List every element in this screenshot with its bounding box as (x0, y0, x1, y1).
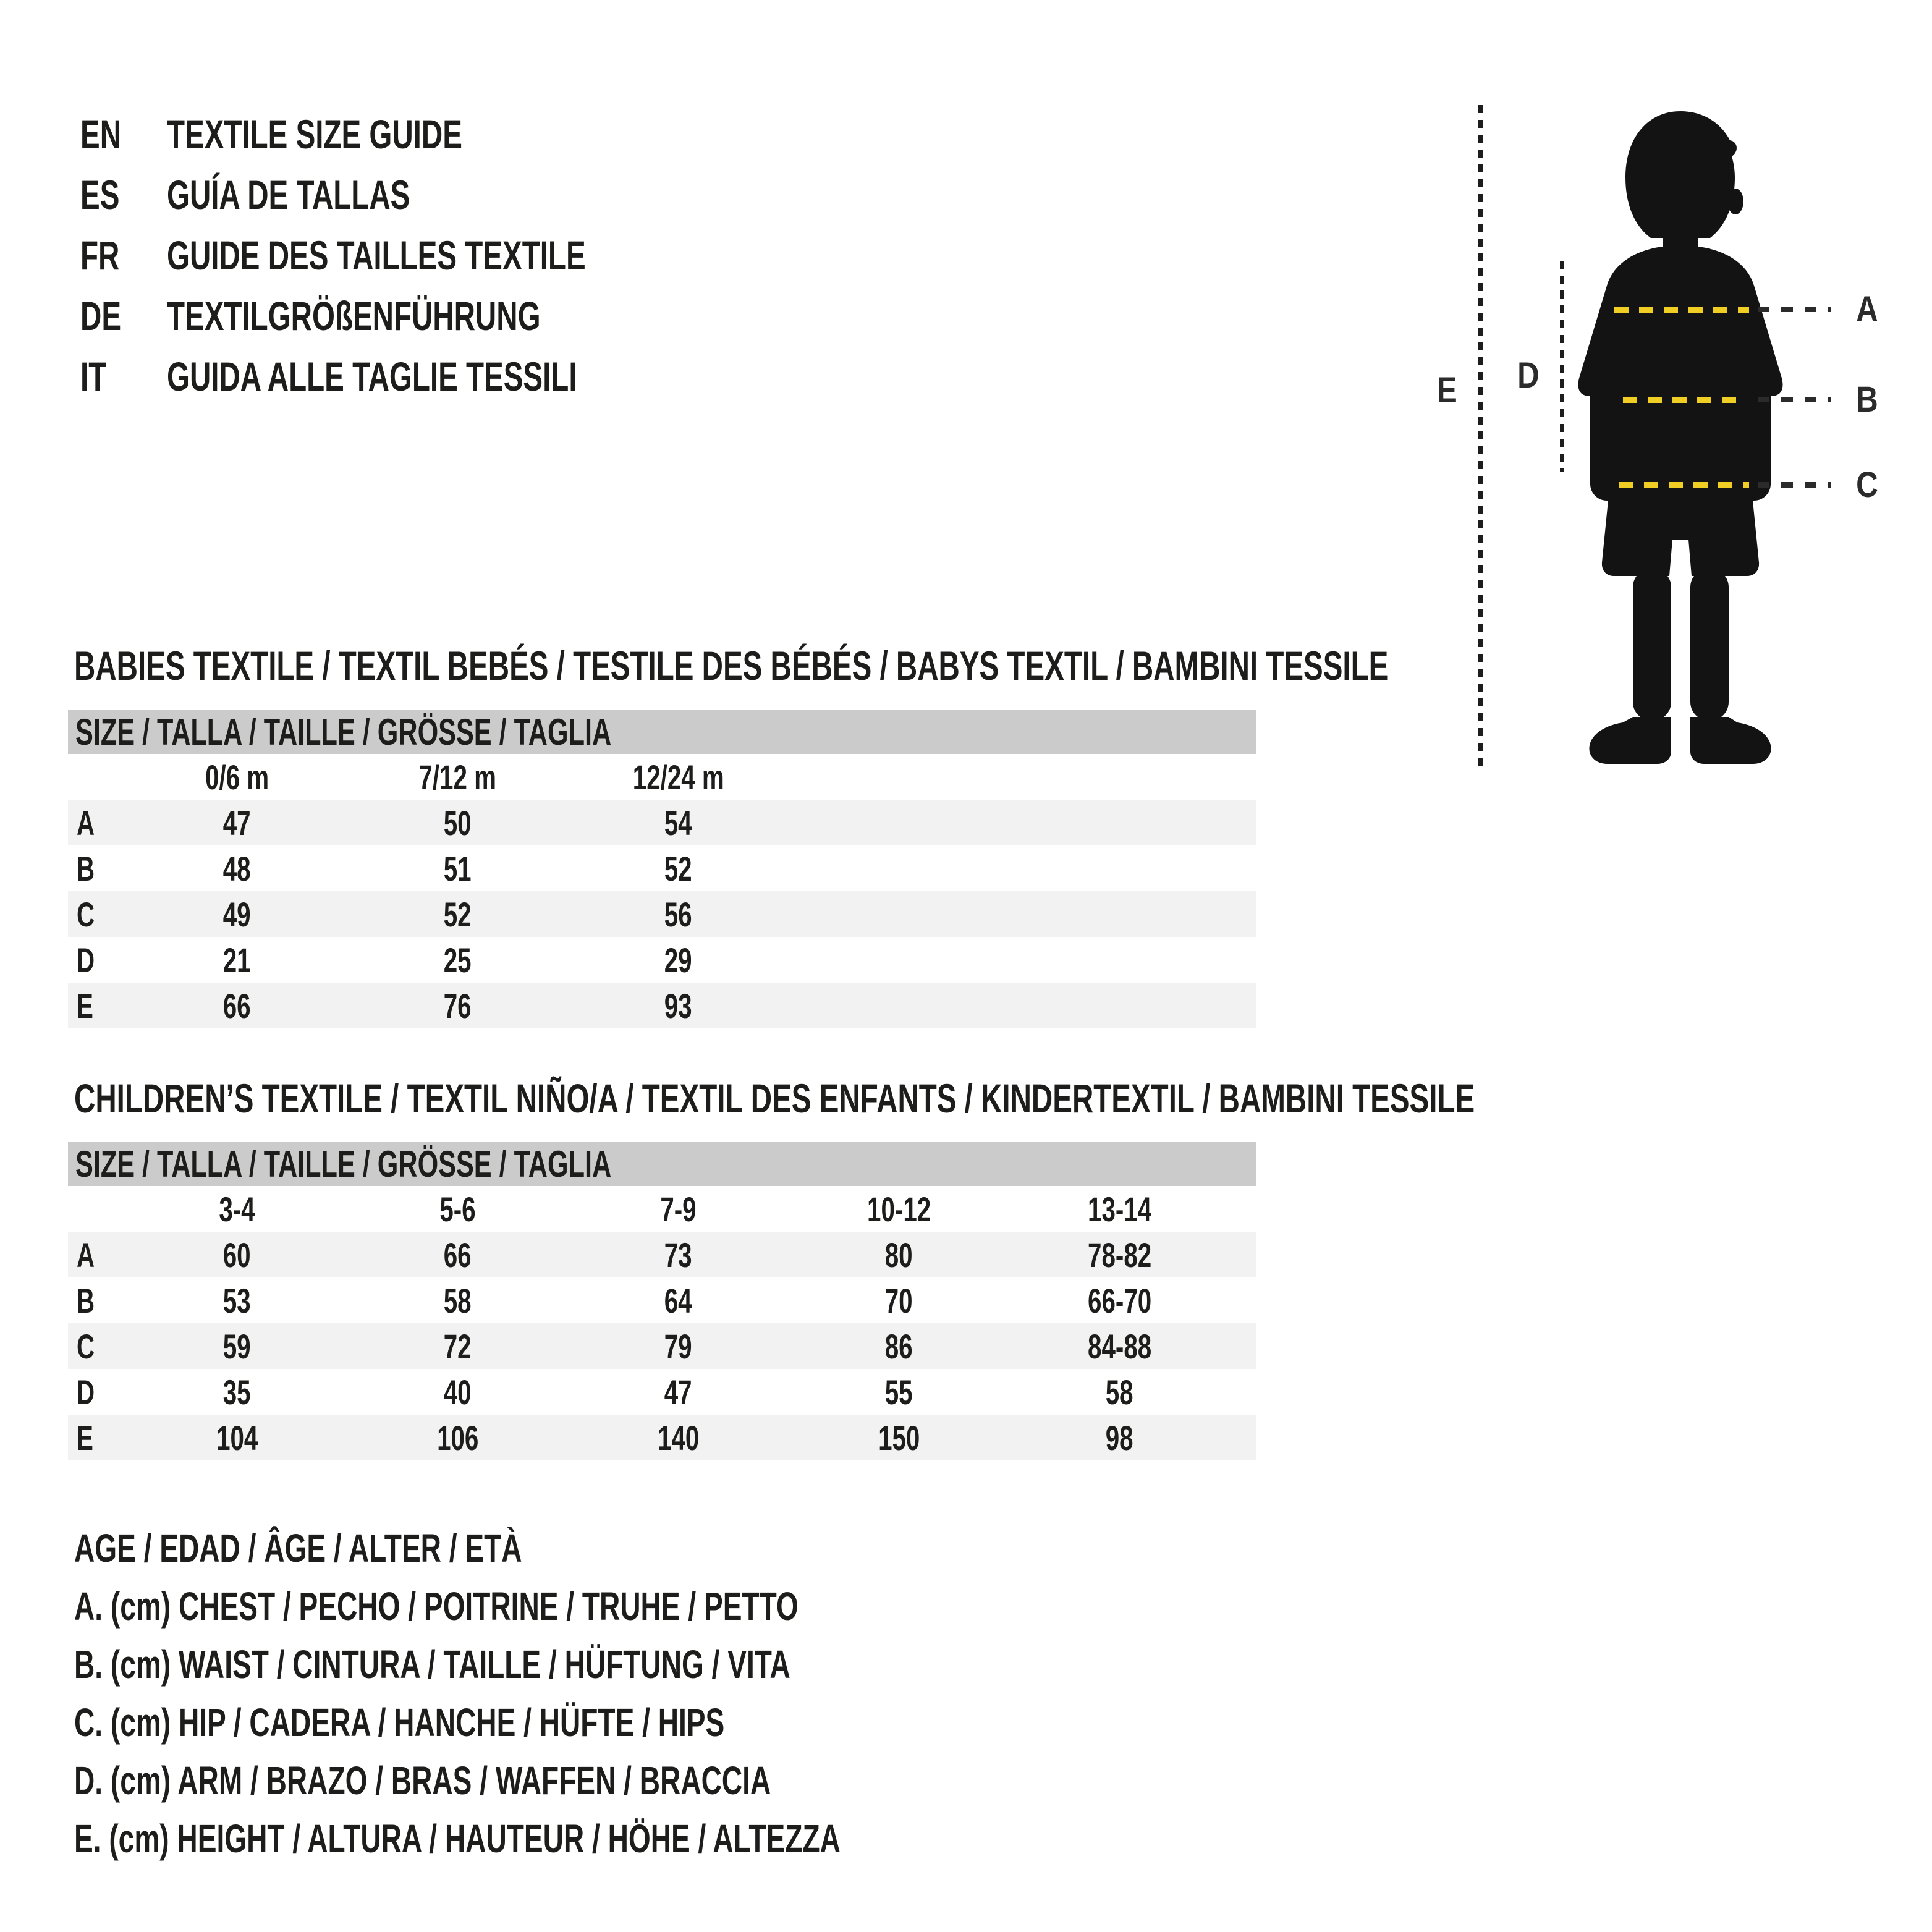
row-label (68, 1369, 127, 1415)
table-cell-value: 64 (664, 1281, 692, 1320)
language-row-en (80, 104, 748, 164)
table-cell (127, 1232, 347, 1277)
table-cell-value: 84-88 (1087, 1326, 1152, 1366)
table-cell-value: 25 (444, 940, 472, 980)
table-cell (127, 1323, 347, 1369)
babies-column-header-text: 7/12 m (418, 757, 497, 797)
table-cell (347, 1323, 568, 1369)
table-cell (347, 1277, 568, 1323)
children-table-row-b (68, 1277, 1256, 1323)
table-cell-value: 47 (223, 803, 251, 842)
guide-title: GUÍA DE TALLAS (167, 172, 410, 218)
table-cell-value: 58 (1106, 1372, 1133, 1412)
table-cell-value: 106 (436, 1418, 479, 1457)
children-column-header-text: 3-4 (219, 1189, 255, 1229)
table-cell-value: 47 (664, 1372, 692, 1412)
table-cell-value: 49 (223, 894, 251, 934)
arm-measure-line-d (1560, 261, 1564, 472)
language-code (80, 232, 167, 279)
legend-row-arm (74, 1752, 1138, 1810)
row-label (68, 983, 127, 1028)
children-table-row-c (68, 1323, 1256, 1369)
table-cell (1009, 1277, 1230, 1323)
table-cell (127, 845, 347, 891)
guide-title: GUIDA ALLE TAGLIE TESSILI (167, 354, 577, 399)
babies-table-row-c (68, 891, 1256, 937)
language-code-text: IT (80, 354, 107, 399)
table-cell-value: 54 (664, 803, 692, 842)
chest-measure-line-a-yellow (1614, 307, 1749, 313)
children-section-title-text: CHILDREN’S TEXTILE / TEXTIL NIÑO/A / TEXTIL DES ENFANTS / KINDERTEXTIL / BAMBINI TESSILE (74, 1075, 1475, 1121)
table-cell-value: 29 (664, 940, 692, 980)
table-cell-value: 80 (885, 1235, 913, 1274)
table-cell-value: 79 (664, 1326, 692, 1366)
legend-row-hip (74, 1693, 1138, 1752)
table-cell (789, 1232, 1009, 1277)
row-label (68, 1232, 127, 1277)
table-cell-value: 70 (885, 1281, 913, 1320)
table-cell (789, 1369, 1009, 1415)
legend-row-age (74, 1519, 1138, 1577)
table-cell-value: 73 (664, 1235, 692, 1274)
measure-label-c: C (1856, 465, 1878, 505)
table-cell-value: 72 (444, 1326, 472, 1366)
table-cell-value: 59 (223, 1326, 251, 1366)
table-cell (568, 1277, 789, 1323)
table-cell (1009, 1415, 1230, 1460)
row-label-text: B (77, 849, 95, 888)
row-label-text: B (77, 1281, 95, 1320)
children-column-header (568, 1186, 789, 1232)
legend-text: D. (cm) ARM / BRAZO / BRAS / WAFFEN / BRACCIA (74, 1758, 771, 1803)
children-column-header-text: 13-14 (1087, 1189, 1152, 1229)
waist-measure-line-b-yellow (1623, 397, 1742, 403)
table-cell (127, 1415, 347, 1460)
babies-table-row-e (68, 983, 1256, 1028)
language-row-es (80, 164, 748, 225)
babies-size-header-text: SIZE / TALLA / TAILLE / GRÖSSE / TAGLIA (75, 711, 612, 753)
babies-section-title-text: BABIES TEXTILE / TEXTIL BEBÉS / TESTILE DES BÉBÉS / BABYS TEXTIL / BAMBINI TESSILE (74, 643, 1389, 688)
table-cell-value: 98 (1106, 1418, 1133, 1457)
table-cell (568, 983, 789, 1028)
table-cell (568, 800, 789, 845)
babies-table-row-d (68, 937, 1256, 983)
row-label-text: D (77, 940, 95, 980)
children-corner-cell (68, 1186, 127, 1232)
table-cell (789, 1415, 1009, 1460)
table-cell-value: 150 (878, 1418, 920, 1457)
table-cell (568, 1369, 789, 1415)
row-label (68, 800, 127, 845)
table-cell-value: 35 (223, 1372, 251, 1412)
children-size-header-bar (68, 1142, 1256, 1186)
babies-table-row-b (68, 845, 1256, 891)
children-table-row-a (68, 1232, 1256, 1277)
row-label-text: D (77, 1372, 95, 1412)
children-table-row-d (68, 1369, 1256, 1415)
table-cell (568, 845, 789, 891)
table-cell-value: 93 (664, 986, 692, 1025)
table-cell (1009, 1232, 1230, 1277)
table-cell-value: 56 (664, 894, 692, 934)
table-cell-value: 58 (444, 1281, 472, 1320)
chest-measure-line-a-dark (1758, 307, 1831, 312)
children-column-header-text: 5-6 (439, 1189, 476, 1229)
table-cell (347, 1232, 568, 1277)
table-cell-value: 66 (223, 986, 251, 1025)
table-cell (568, 891, 789, 937)
table-cell (347, 1369, 568, 1415)
children-column-header (127, 1186, 347, 1232)
language-row-fr (80, 225, 748, 286)
language-code (80, 171, 167, 218)
table-cell-value: 52 (664, 849, 692, 888)
language-code (80, 111, 167, 158)
table-cell (347, 983, 568, 1028)
legend-row-waist (74, 1635, 1138, 1693)
table-cell-value: 50 (444, 803, 472, 842)
children-table-row-e (68, 1415, 1256, 1460)
children-column-header-text: 10-12 (866, 1189, 931, 1229)
table-cell (347, 845, 568, 891)
language-row-it (80, 346, 748, 407)
babies-column-header (347, 754, 568, 800)
table-cell (789, 1277, 1009, 1323)
language-code-text: DE (80, 293, 122, 339)
guide-title: TEXTILE SIZE GUIDE (167, 111, 462, 157)
table-cell (127, 983, 347, 1028)
table-cell (568, 1415, 789, 1460)
legend-text: AGE / EDAD / ÂGE / ALTER / ETÀ (74, 1526, 522, 1570)
babies-section-title (74, 644, 1899, 687)
table-cell-value: 104 (216, 1418, 258, 1457)
table-cell (347, 937, 568, 983)
row-label-text: E (77, 986, 93, 1025)
children-size-table (68, 1142, 1256, 1460)
table-cell-value: 55 (885, 1372, 913, 1412)
measure-label-e: E (1436, 370, 1457, 410)
legend-text: B. (cm) WAIST / CINTURA / TAILLE / HÜFTUNG / VITA (74, 1642, 790, 1687)
language-code-text: EN (80, 111, 122, 157)
legend-row-chest (74, 1577, 1138, 1635)
legend-text: A. (cm) CHEST / PECHO / POITRINE / TRUHE / PETTO (74, 1584, 799, 1629)
table-cell (789, 1323, 1009, 1369)
babies-size-header-bar (68, 710, 1256, 754)
table-cell-value: 40 (444, 1372, 472, 1412)
table-cell (1009, 1323, 1230, 1369)
measurement-legend (74, 1519, 1138, 1868)
babies-size-table (68, 710, 1256, 1028)
table-cell (347, 891, 568, 937)
table-cell-value: 140 (657, 1418, 700, 1457)
table-cell (347, 800, 568, 845)
table-cell (568, 937, 789, 983)
waist-measure-line-b-dark (1758, 397, 1831, 402)
guide-title: TEXTILGRÖßENFÜHRUNG (167, 293, 541, 339)
table-cell (127, 891, 347, 937)
table-cell (127, 1369, 347, 1415)
babies-column-header-row (68, 754, 1256, 800)
row-label-text: A (77, 803, 95, 842)
children-section-title (74, 1077, 1932, 1120)
language-row-de (80, 286, 748, 346)
babies-column-header (127, 754, 347, 800)
row-label-text: A (77, 1235, 95, 1274)
children-column-header-row (68, 1186, 1256, 1232)
table-cell (127, 800, 347, 845)
hip-measure-line-c-yellow (1619, 482, 1749, 488)
table-cell-value: 21 (223, 940, 251, 980)
table-cell-value: 60 (223, 1235, 251, 1274)
language-code (80, 292, 167, 339)
babies-column-header (568, 754, 789, 800)
children-column-header (1009, 1186, 1230, 1232)
table-cell-value: 66-70 (1087, 1281, 1152, 1320)
table-cell (347, 1415, 568, 1460)
table-cell-value: 53 (223, 1281, 251, 1320)
table-cell (127, 1277, 347, 1323)
row-label-text: C (77, 894, 95, 934)
row-label (68, 1415, 127, 1460)
row-label (68, 937, 127, 983)
babies-table-row-a (68, 800, 1256, 845)
measure-label-a: A (1856, 289, 1878, 329)
row-label (68, 1323, 127, 1369)
legend-row-height (74, 1810, 1138, 1868)
row-label (68, 845, 127, 891)
children-column-header (347, 1186, 568, 1232)
row-label (68, 1277, 127, 1323)
table-cell (127, 937, 347, 983)
table-cell-value: 52 (444, 894, 472, 934)
hip-measure-line-c-dark (1758, 482, 1831, 488)
legend-text: E. (cm) HEIGHT / ALTURA / HAUTEUR / HÖHE / ALTEZZA (74, 1816, 841, 1861)
table-cell-value: 78-82 (1087, 1235, 1152, 1274)
table-cell (568, 1323, 789, 1369)
babies-column-header-text: 12/24 m (632, 757, 724, 797)
language-title-block (80, 104, 748, 407)
table-cell (568, 1232, 789, 1277)
table-cell-value: 86 (885, 1326, 913, 1366)
table-cell (1009, 1369, 1230, 1415)
legend-text: C. (cm) HIP / CADERA / HANCHE / HÜFTE / HIPS (74, 1700, 725, 1745)
table-cell-value: 51 (444, 849, 472, 888)
table-cell-value: 76 (444, 986, 472, 1025)
language-code-text: ES (80, 172, 120, 218)
row-label-text: C (77, 1326, 95, 1366)
children-column-header-text: 7-9 (660, 1189, 697, 1229)
row-label (68, 891, 127, 937)
children-column-header (789, 1186, 1009, 1232)
guide-title: GUIDE DES TAILLES TEXTILE (167, 232, 586, 278)
babies-corner-cell (68, 754, 127, 800)
table-cell-value: 66 (444, 1235, 472, 1274)
measure-label-d: D (1517, 355, 1540, 396)
language-code (80, 353, 167, 400)
babies-column-header-text: 0/6 m (205, 757, 269, 797)
language-code-text: FR (80, 232, 120, 278)
children-size-header-text: SIZE / TALLA / TAILLE / GRÖSSE / TAGLIA (75, 1143, 612, 1185)
row-label-text: E (77, 1418, 93, 1457)
table-cell-value: 48 (223, 849, 251, 888)
measure-label-b: B (1856, 379, 1878, 420)
